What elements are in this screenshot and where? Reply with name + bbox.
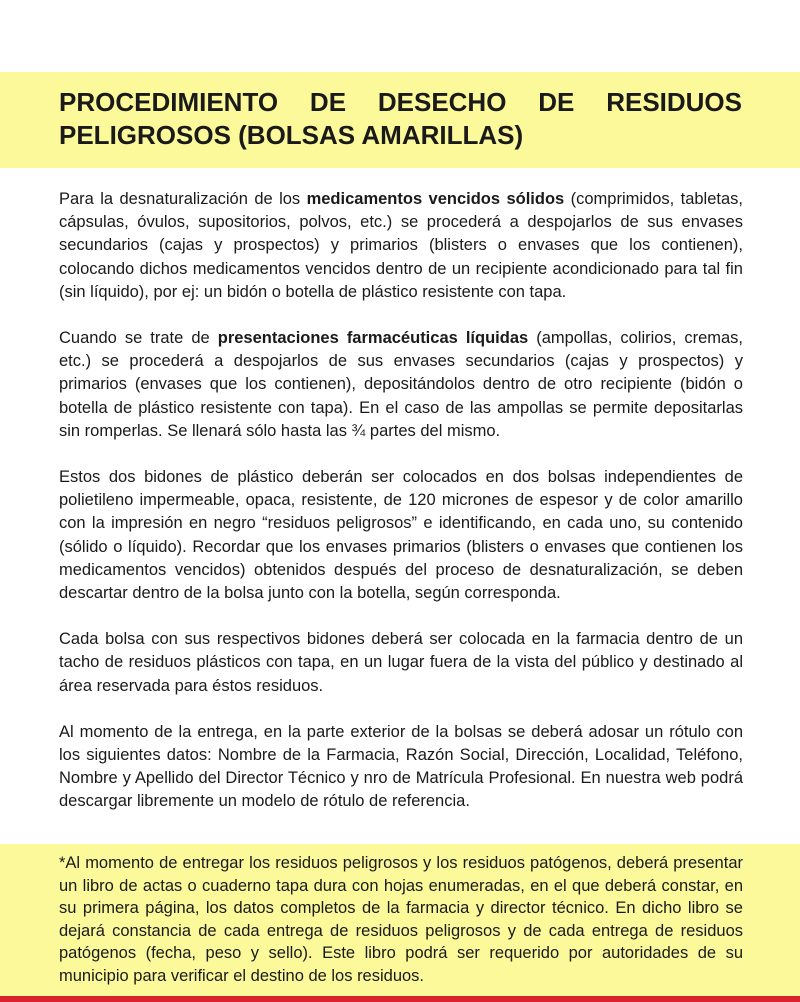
paragraph-solid-medicines [59, 188, 743, 304]
paragraph-text: (comprimidos, tabletas, cápsulas, óvulos, supositorios, polvos, etc.) se procederá a despojarlos de sus envases secundarios (cajas y prospectos) y primarios (blisters o envases que los contienen), colocando dichos medicamentos vencidos dentro de un recipiente acondicionado para tal fin (sin líquido), por ej: un bidón o botella de plástico resistente con tapa. [59, 190, 743, 301]
paragraph-text: Cuando se trate de [59, 329, 218, 348]
paragraph-delivery-label: Al momento de la entrega, en la parte exterior de la bolsas se deberá adosar un rótulo con los siguientes datos: Nombre de la Farmacia, Razón Social, Dirección, Localidad, Teléfono, Nombre y Apellido del Director Técnico y nro de Matrícula Profesional. En nuestra web podrá descargar libremente un modelo de rótulo de referencia. [59, 722, 743, 811]
footnote: *Al momento de entregar los residuos peligrosos y los residuos patógenos, deberá presentar un libro de actas o cuaderno tapa dura con hojas enumeradas, en el que deberá constar, en su primera página, los datos completos de la farmacia y director técnico. En dicho libro se dejará constancia de cada entrega de residuos peligrosos y de cada entrega de residuos patógenos (fecha, peso y sello). Este libro podrá ser requerido por autoridades de su municipio para verificar el destino de los residuos. [59, 854, 743, 985]
page-title: PROCEDIMIENTO DE DESECHO DE RESIDUOS PELIGROSOS (BOLSAS AMARILLAS) [59, 87, 742, 150]
bottom-accent-rule [0, 996, 800, 1002]
paragraph-liquid-presentations [59, 327, 743, 443]
paragraph-text: (ampollas, colirios, cremas, etc.) se procederá a despojarlos de sus envases secundarios (cajas y prospectos) y primarios (envases que los contienen), depositándolos dentro de otro recipiente (bidón o botella de plástico resistente con tapa). En el caso de las ampollas se permite depositarlas sin romperlas. Se llenará sólo hasta las ¾ partes del mismo. [59, 329, 744, 440]
paragraph-bags: Estos dos bidones de plástico deberán ser colocados en dos bolsas independientes de polietileno impermeable, opaca, resistente, de 120 micrones de espesor y de color amarillo con la impresión en negro “residuos peligrosos” e identificando, en cada uno, su contenido (sólido o líquido). Recordar que los envases primarios (blisters o envases que contienen los medicamentos vencidos) obtenidos después del proceso de desnaturalización, se deben descartar dentro de la bolsa junto con la botella, según corresponda. [59, 468, 743, 603]
emphasis-liquid-presentations: presentaciones farmacéuticas líquidas [217, 329, 529, 348]
paragraph-storage: Cada bolsa con sus respectivos bidones deberá ser colocada en la farmacia dentro de un tacho de residuos plásticos con tapa, en un lugar fuera de la vista del público y destinado al área reservada para éstos residuos. [59, 630, 743, 695]
emphasis-solid-medicines: medicamentos vencidos sólidos [306, 190, 565, 208]
body-text [59, 188, 743, 837]
paragraph-text: Para la desnaturalización de los [59, 190, 307, 208]
